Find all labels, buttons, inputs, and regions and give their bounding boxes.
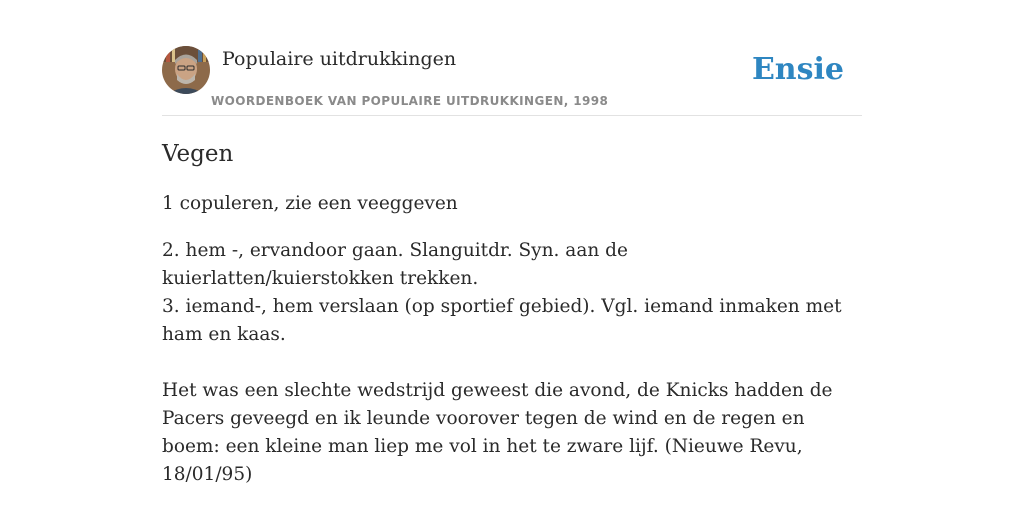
header xyxy=(162,46,862,116)
author-avatar[interactable] xyxy=(162,46,210,94)
definition-3: 3. iemand-, hem verslaan (op sportief gebied). Vgl. iemand inmaken met ham en kaas. xyxy=(162,296,842,345)
entry-title: Vegen xyxy=(162,141,234,167)
definition-1: 1 copuleren, zie een veeggeven xyxy=(162,193,458,214)
author-name[interactable]: Populaire uitdrukkingen xyxy=(222,48,457,70)
avatar-image xyxy=(162,46,210,94)
source-label: WOORDENBOEK VAN POPULAIRE UITDRUKKINGEN, 1998 xyxy=(211,94,609,108)
definition-2: 2. hem -, ervandoor gaan. Slanguitdr. Syn. aan de kuierlatten/kuierstokken trekken. xyxy=(162,240,628,289)
spacer xyxy=(162,349,862,377)
example-quote: Het was een slechte wedstrijd geweest die avond, de Knicks hadden de Pacers geveegd en ik leunde voorover tegen de wind en de regen en boem: een kleine man liep me vol in het te zware lijf. (Nieuwe Revu, 18/01/95) xyxy=(162,380,833,485)
brand-logo[interactable]: Ensie xyxy=(751,52,844,87)
entry-content xyxy=(162,138,862,489)
